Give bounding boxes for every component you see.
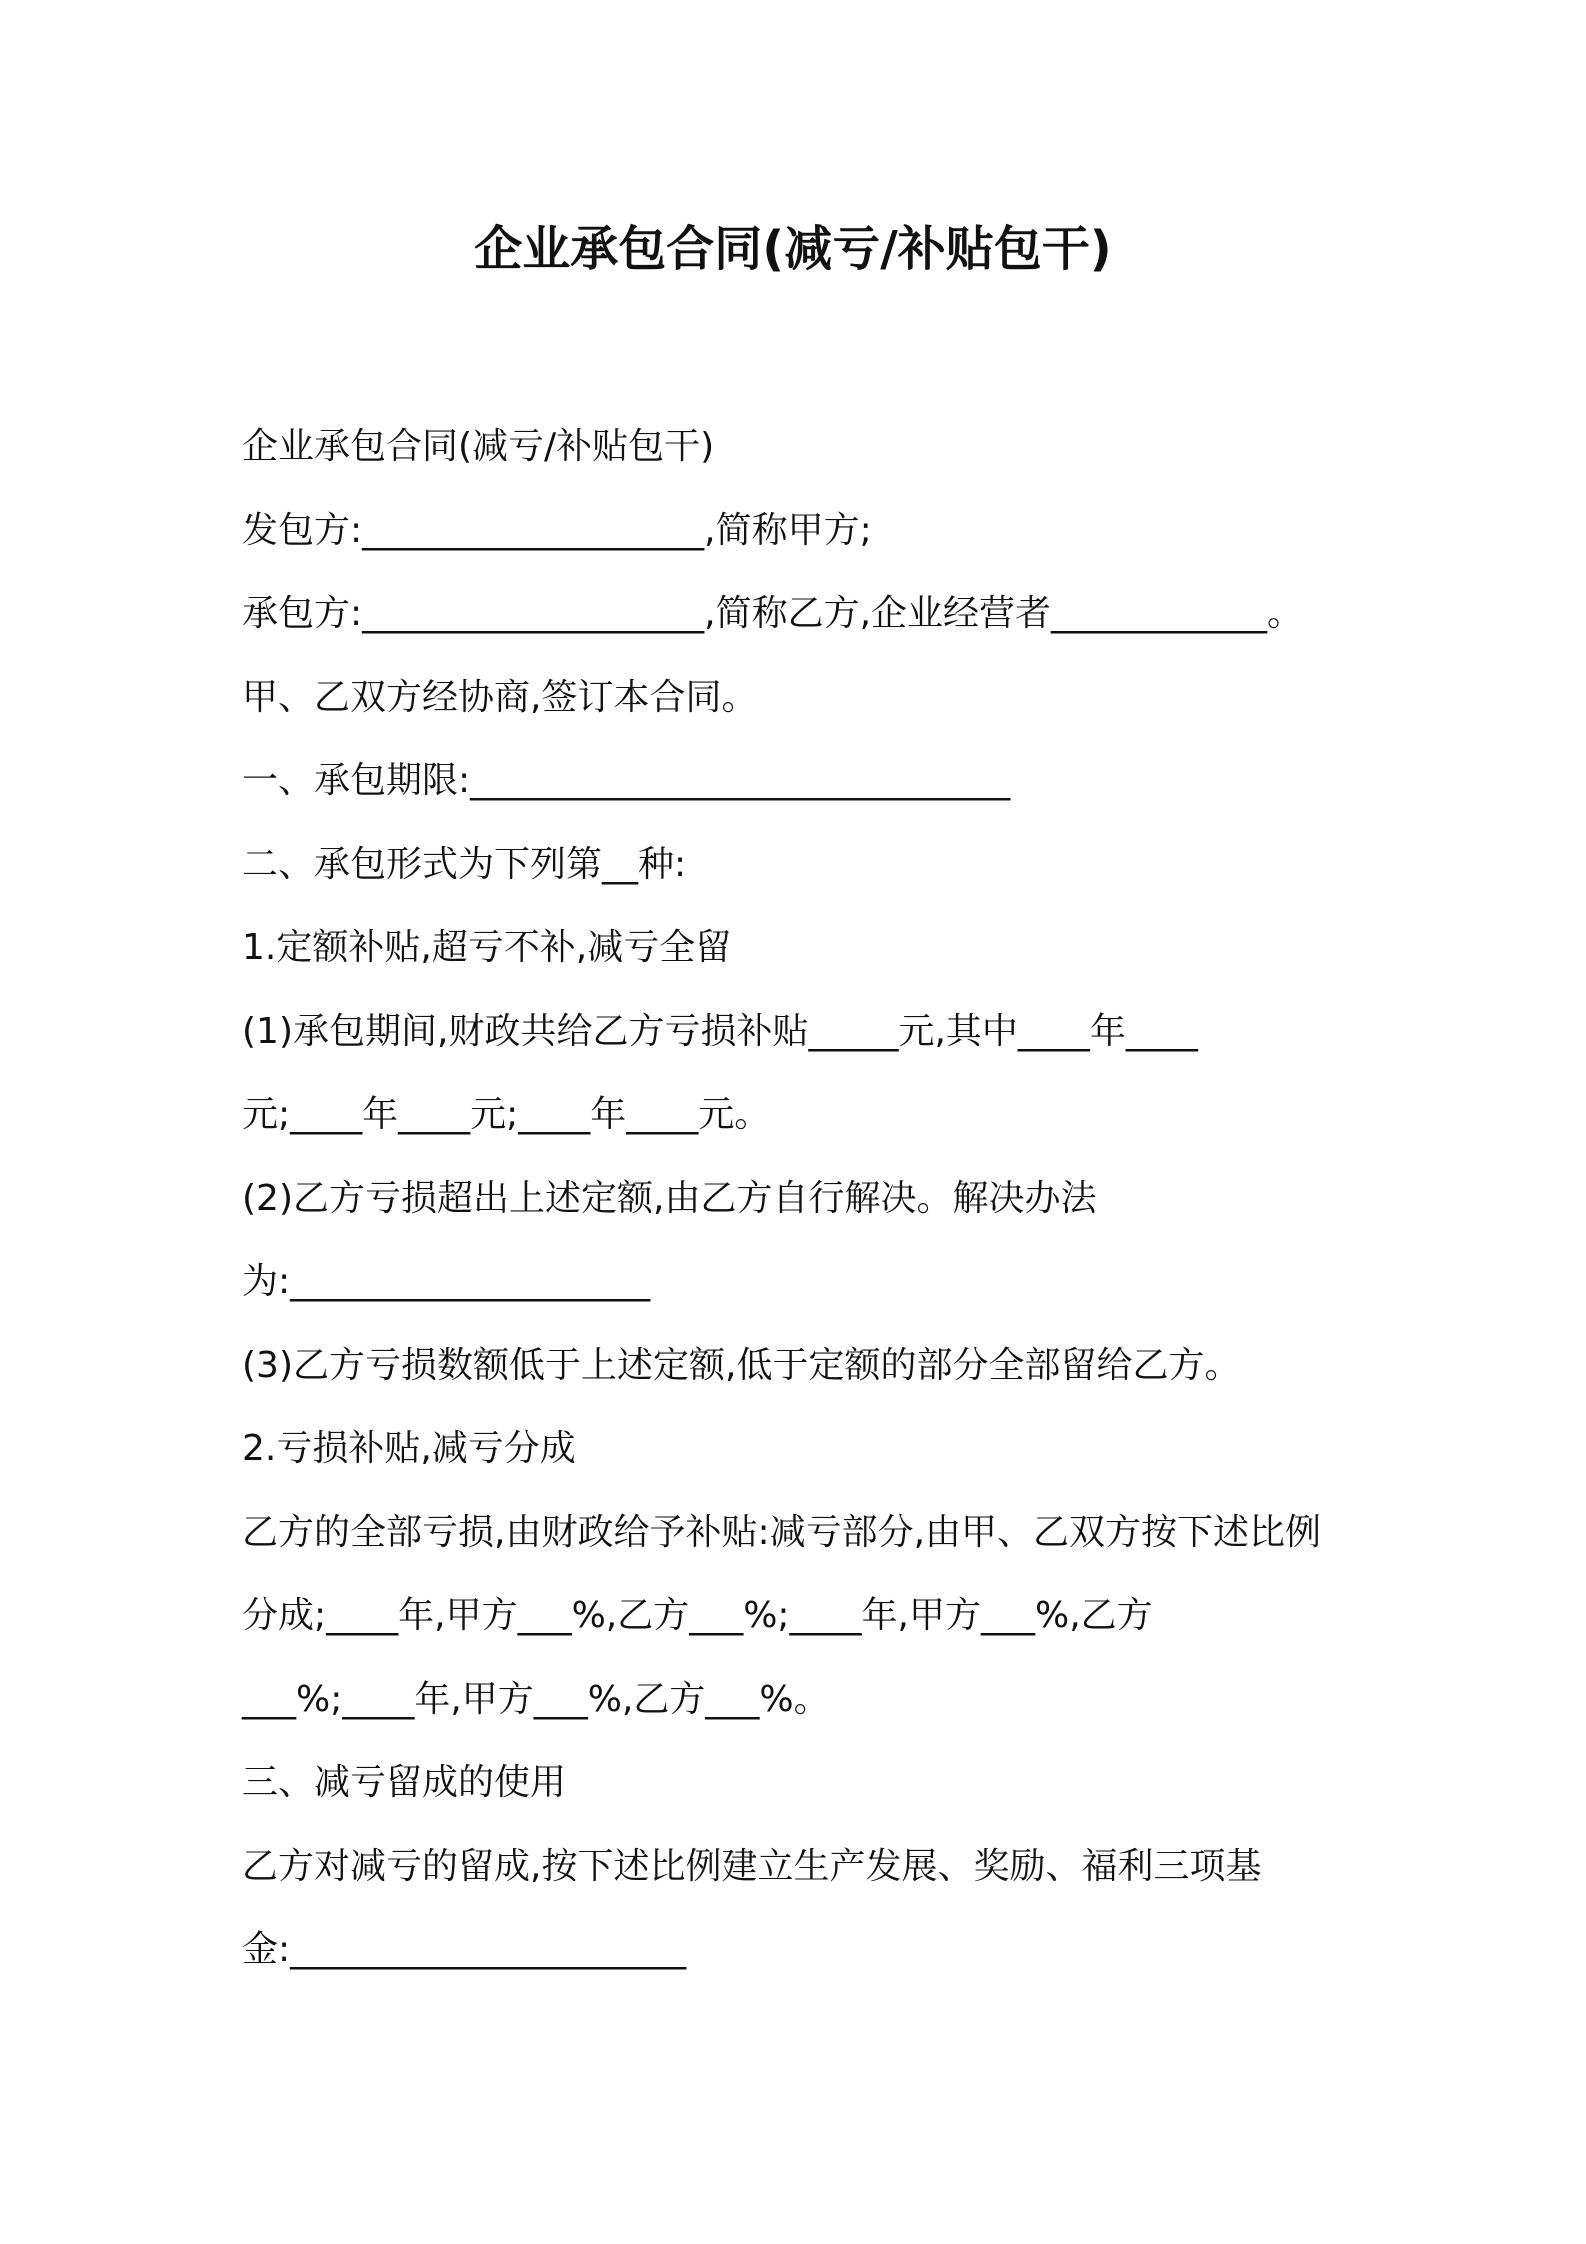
item-1-2-line-a: (2)乙方亏损超出上述定额,由乙方自行解决。解决办法 xyxy=(242,1177,1097,1219)
item-2-heading: 2.亏损补贴,减亏分成 xyxy=(242,1428,576,1469)
section-3-line-b: 金:______________________ xyxy=(242,1929,687,1970)
body-heading: 企业承包合同(减亏/补贴包干) xyxy=(242,426,715,467)
item-2-line-a: 乙方的全部亏损,由财政给予补贴:减亏部分,由甲、乙双方按下述比例 xyxy=(242,1511,1322,1553)
section-1-term: 一、承包期限:______________________________ xyxy=(242,760,1011,801)
item-1-2-line-b: 为:____________________ xyxy=(242,1261,651,1302)
document-body xyxy=(242,405,1362,1992)
party-a-line: 发包方:___________________,简称甲方; xyxy=(242,509,872,551)
section-3-heading: 三、减亏留成的使用 xyxy=(242,1762,567,1803)
party-b-line: 承包方:___________________,简称乙方,企业经营者____________。 xyxy=(242,593,1304,634)
item-2-line-c: ___%;____年,甲方___%,乙方___%。 xyxy=(242,1678,830,1720)
section-2-form: 二、承包形式为下列第__种: xyxy=(242,843,687,885)
document-title: 企业承包合同(减亏/补贴包干) xyxy=(474,221,1112,277)
item-1-3-line: (3)乙方亏损数额低于上述定额,低于定额的部分全部留给乙方。 xyxy=(242,1344,1241,1386)
item-1-1-line-b: 元;____年____元;____年____元。 xyxy=(242,1094,771,1135)
item-1-heading: 1.定额补贴,超亏不补,减亏全留 xyxy=(242,927,732,968)
agreement-line: 甲、乙双方经协商,签订本合同。 xyxy=(242,676,758,718)
section-3-line-a: 乙方对减亏的留成,按下述比例建立生产发展、奖励、福利三项基 xyxy=(242,1845,1262,1887)
item-2-line-b: 分成;____年,甲方___%,乙方___%;____年,甲方___%,乙方 xyxy=(242,1595,1153,1636)
item-1-1-line-a: (1)承包期间,财政共给乙方亏损补贴_____元,其中____年____ xyxy=(242,1010,1198,1052)
